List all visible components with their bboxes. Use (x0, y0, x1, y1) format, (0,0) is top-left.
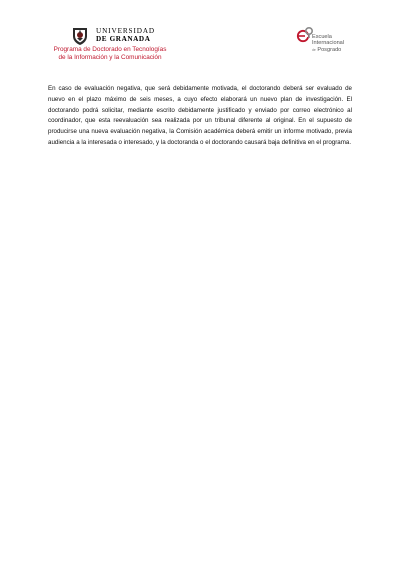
program-title-line2: de la Información y la Comunicación (58, 54, 162, 61)
evaluation-paragraph: En caso de evaluación negativa, que será debidamente motivada, el doctorando deberá ser evaluado de nuevo en el plazo máximo de seis meses, a cuyo efecto elaborará un nuevo plan de investigación. El doctorando podrá solicitar, mediante escrito debidamente justificado y enviado por correo electrónico al coordinador, que esta reevaluación sea realizada por un tribunal diferente al original. En el supuesto de producirse una nueva evaluación negativa, la Comisión académica deberá emitir un informe motivado, previa audiencia a la interesada o interesado, y la doctoranda o el doctorando causará baja definitiva en el programa. (48, 85, 352, 146)
school-name-line1: Escuela (312, 34, 332, 40)
university-name (96, 27, 176, 43)
university-name-line1: UNIVERSIDAD (96, 27, 156, 35)
school-name-posgrado: Posgrado (317, 46, 342, 53)
school-name-de: de (312, 47, 316, 52)
doctoral-program-title (40, 46, 180, 62)
program-title-line1: Programa de Doctorado en Tecnologías (53, 46, 167, 53)
school-header (296, 26, 376, 62)
school-name (312, 34, 376, 53)
school-name-line3 (312, 47, 376, 53)
university-name-line2: DE GRANADA (96, 35, 151, 43)
school-name-line2: Internacional (312, 40, 345, 47)
granada-crest-icon (70, 26, 90, 46)
university-header (40, 24, 180, 66)
